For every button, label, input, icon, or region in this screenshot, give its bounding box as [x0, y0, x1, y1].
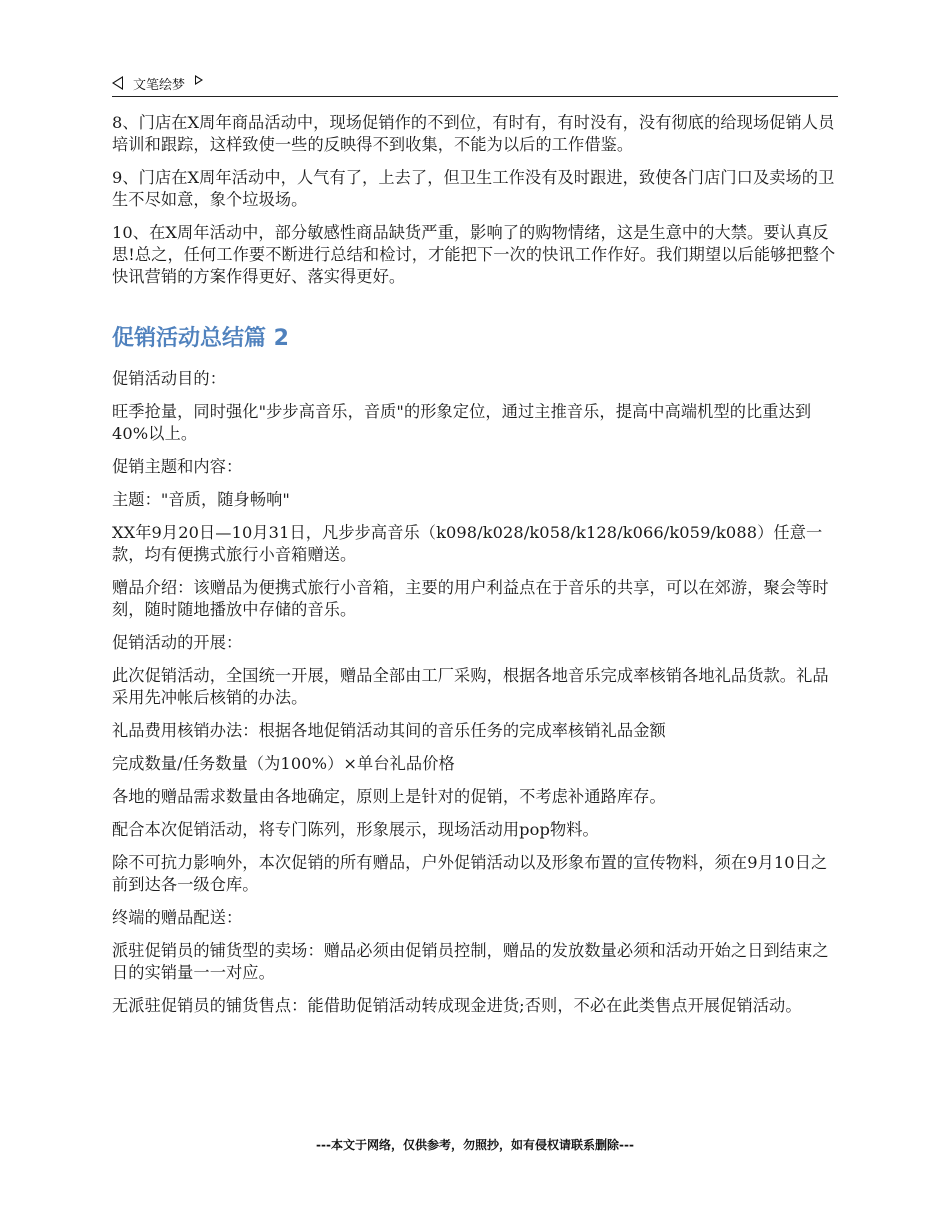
paragraph: 8、门店在X周年商品活动中，现场促销作的不到位，有时有，有时没有，没有彻底的给现场促销人员培训和跟踪，这样致使一些的反映得不到收集，不能为以后的工作借鉴。 [112, 113, 835, 154]
paragraph: 派驻促销员的铺货型的卖场：赠品必须由促销员控制，赠品的发放数量必须和活动开始之日到结束之日的实销量一一对应。 [112, 941, 829, 982]
paragraph: 促销主题和内容： [112, 457, 243, 476]
triangle-left-icon [112, 76, 123, 90]
paragraph: XX年9月20日—10月31日，凡步步高音乐（k098/k028/k058/k128/k066/k059/k088）任意一款，均有便携式旅行小音箱赠送。 [112, 523, 823, 564]
triangle-right-icon [195, 75, 203, 85]
page-footer: ---本文于网络，仅供参考，勿照抄，如有侵权请联系删除--- [316, 1138, 634, 1152]
paragraph: 此次促销活动，全国统一开展，赠品全部由工厂采购，根据各地音乐完成率核销各地礼品货款。礼品采用先冲帐后核销的办法。 [112, 666, 829, 707]
paragraph: 各地的赠品需求数量由各地确定，原则上是针对的促销，不考虑补通路库存。 [112, 787, 666, 806]
paragraph: 配合本次促销活动，将专门陈列，形象展示，现场活动用pop物料。 [112, 820, 599, 839]
paragraph: 主题："音质，随身畅响" [112, 490, 290, 509]
paragraph: 促销活动的开展： [112, 633, 243, 652]
page-header [112, 70, 838, 97]
section-heading: 促销活动总结篇 2 [112, 326, 289, 351]
paragraph: 无派驻促销员的铺货售点：能借助促销活动转成现金进货;否则，不必在此类售点开展促销活动。 [112, 996, 802, 1015]
paragraph: 终端的赠品配送： [112, 908, 243, 927]
paragraph: 赠品介绍：该赠品为便携式旅行小音箱，主要的用户利益点在于音乐的共享，可以在郊游，聚会等时刻，随时随地播放中存储的音乐。 [112, 578, 829, 619]
document-body [112, 112, 840, 1028]
header-brand: 文笔绘梦 [133, 77, 186, 93]
paragraph: 完成数量/任务数量（为100%）×单台礼品价格 [112, 754, 455, 773]
paragraph: 礼品费用核销办法：根据各地促销活动其间的音乐任务的完成率核销礼品金额 [112, 721, 666, 740]
paragraph: 除不可抗力影响外，本次促销的所有赠品，户外促销活动以及形象布置的宣传物料，须在9月10日之前到达各一级仓库。 [112, 853, 828, 894]
paragraph: 10、在X周年活动中，部分敏感性商品缺货严重，影响了的购物情绪，这是生意中的大禁。要认真反思!总之，任何工作要不断进行总结和检讨，才能把下一次的快讯工作作好。我们期望以后能够把整个快讯营销的方案作得更好、落实得更好。 [112, 223, 836, 286]
paragraph: 9、门店在X周年活动中，人气有了，上去了，但卫生工作没有及时跟进，致使各门店门口及卖场的卫生不尽如意，象个垃圾场。 [112, 168, 835, 209]
paragraph: 促销活动目的： [112, 369, 227, 388]
paragraph: 旺季抢量，同时强化"步步高音乐，音质"的形象定位，通过主推音乐，提高中高端机型的比重达到40%以上。 [112, 402, 812, 443]
